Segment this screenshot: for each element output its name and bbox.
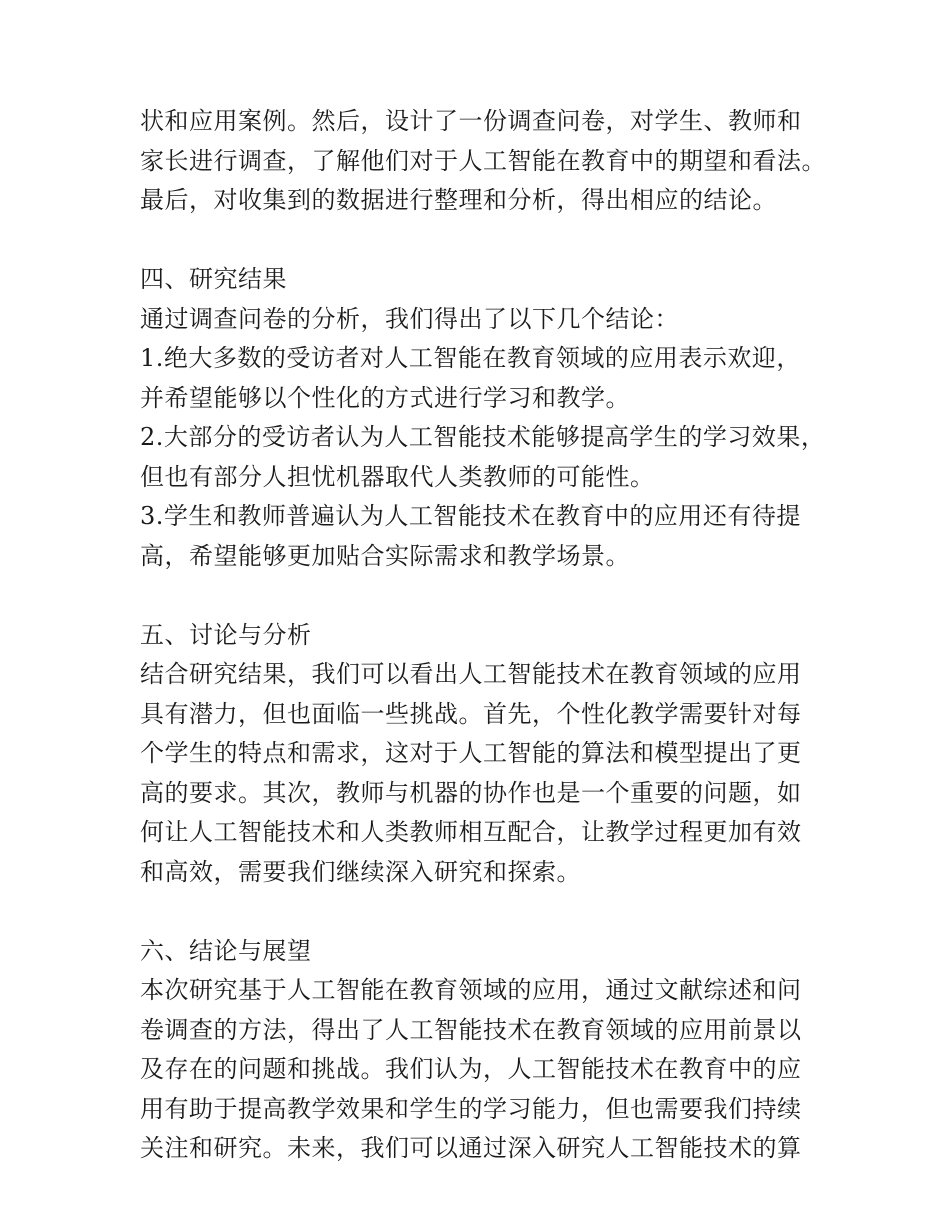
text-line: 高的要求。其次，教师与机器的协作也是一个重要的问题，如 bbox=[140, 778, 802, 807]
section-discussion bbox=[140, 616, 830, 893]
paragraph-spacer bbox=[140, 892, 830, 932]
text-line: 具有潜力，但也面临一些挑战。首先，个性化教学需要针对每 bbox=[140, 699, 802, 728]
section-heading: 六、结论与展望 bbox=[140, 936, 312, 965]
section-results bbox=[140, 260, 830, 576]
text-line: 个学生的特点和需求，这对于人工智能的算法和模型提出了更 bbox=[140, 739, 802, 767]
paragraph-spacer bbox=[140, 221, 830, 261]
text-line: 关注和研究。未来，我们可以通过深入研究人工智能技术的算 bbox=[140, 1134, 802, 1162]
list-item-line: 3.学生和教师普遍认为人工智能技术在教育中的应用还有待提 bbox=[140, 502, 801, 530]
paragraph-spacer bbox=[140, 576, 830, 616]
text-line: 用有助于提高教学效果和学生的学习能力，但也需要我们持续 bbox=[140, 1094, 802, 1123]
section-heading: 四、研究结果 bbox=[140, 265, 287, 293]
text-line: 卷调查的方法，得出了人工智能技术在教育领域的应用前景以 bbox=[140, 1015, 802, 1044]
text-line: 及存在的问题和挑战。我们认为，人工智能技术在教育中的应 bbox=[140, 1055, 802, 1083]
list-item-line: 1.绝大多数的受访者对人工智能在教育领域的应用表示欢迎， bbox=[140, 344, 801, 372]
list-item-line: 并希望能够以个性化的方式进行学习和教学。 bbox=[140, 383, 630, 412]
text-line: 状和应用案例。然后，设计了一份调查问卷，对学生、教师和 bbox=[140, 107, 802, 135]
text-line: 本次研究基于人工智能在教育领域的应用，通过文献综述和问 bbox=[140, 976, 802, 1004]
text-line: 通过调查问卷的分析，我们得出了以下几个结论： bbox=[140, 304, 679, 333]
text-line: 结合研究结果，我们可以看出人工智能技术在教育领域的应用 bbox=[140, 660, 802, 688]
text-line: 家长进行调查，了解他们对于人工智能在教育中的期望和看法。 bbox=[140, 146, 826, 175]
section-conclusion bbox=[140, 932, 830, 1169]
list-item-line: 2.大部分的受访者认为人工智能技术能够提高学生的学习效果， bbox=[140, 423, 826, 451]
list-item-line: 高，希望能够更加贴合实际需求和教学场景。 bbox=[140, 541, 630, 570]
text-line: 和高效，需要我们继续深入研究和探索。 bbox=[140, 857, 581, 886]
text-line: 最后，对收集到的数据进行整理和分析，得出相应的结论。 bbox=[140, 186, 777, 214]
text-line: 何让人工智能技术和人类教师相互配合，让教学过程更加有效 bbox=[140, 818, 802, 846]
list-item-line: 但也有部分人担忧机器取代人类教师的可能性。 bbox=[140, 462, 655, 491]
document-body bbox=[140, 102, 830, 1169]
paragraph-method-tail bbox=[140, 102, 830, 221]
section-heading: 五、讨论与分析 bbox=[140, 620, 312, 649]
